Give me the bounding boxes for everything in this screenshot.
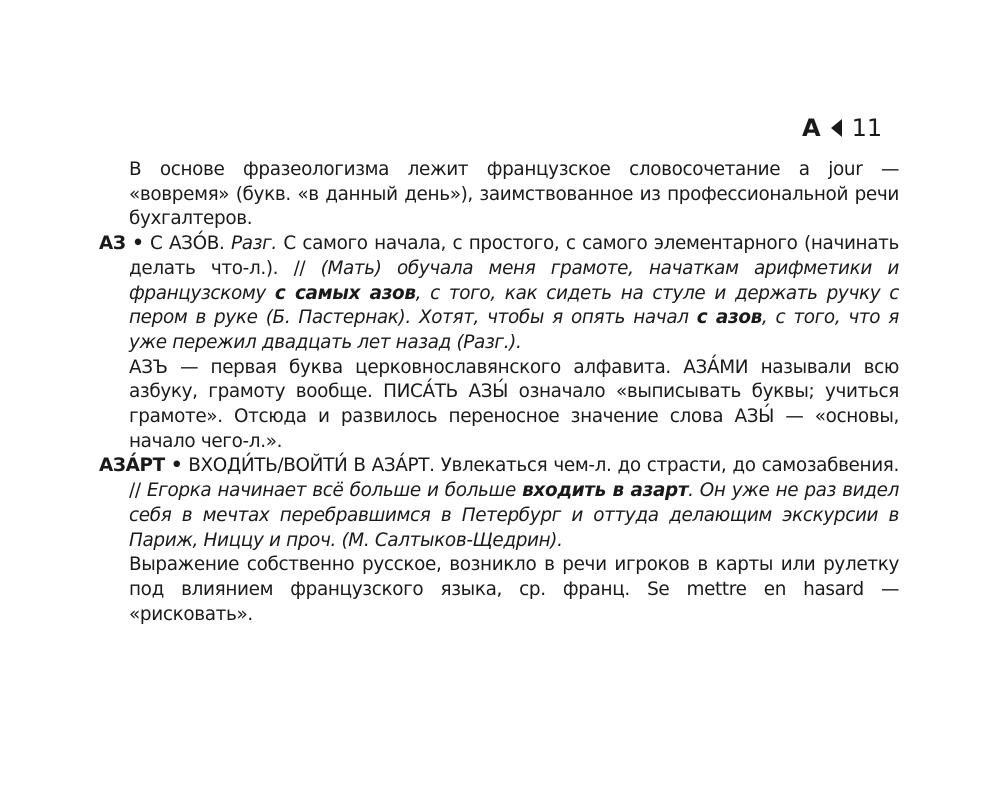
- entry-az: [99, 232, 899, 454]
- phrase-az: С АЗО́В.: [149, 233, 225, 255]
- example-az-bold-1: с самых азов: [274, 282, 416, 304]
- entry-azart: [99, 454, 899, 627]
- section-letter: А: [802, 114, 821, 142]
- definition-az: С самого начала, с простого, с самого элементарного (начинать делать что-л.). //: [129, 233, 900, 279]
- phrase-azart: ВХОДИ́ТЬ/ВОЙТИ́ В АЗА́РТ.: [188, 455, 435, 477]
- note-azart: Выражение собственно русское, возникло в речи игроков в карты или рулетку под влиянием французского языка, ср. франц. Se mettre en hasard — «рисковать».: [129, 554, 899, 625]
- example-az-2: , с того, как сидеть на стуле и держать ручку с пером в руке (Б. Пастернак). Хотят, чтобы я опять начал: [129, 282, 899, 329]
- page-number: 11: [851, 114, 883, 142]
- headword-azart: АЗА́РТ: [99, 455, 165, 477]
- example-az-bold-2: с азов: [696, 307, 762, 329]
- intro-text: В основе фразеологизма лежит французское словосочетание a jour — «вовремя» (букв. «в данный день»), заимствованное из профессиональной речи бухгалтеров.: [129, 159, 899, 230]
- triangle-left-icon: [831, 119, 842, 137]
- definition-azart: Увлекаться чем-л. до страсти, до самозабвения. //: [129, 455, 900, 502]
- page-body: [99, 158, 899, 627]
- note-az: АЗЪ — первая буква церковнославянского алфавита. АЗА́МИ называли всю азбуку, грамоту вообще. ПИСА́ТЬ АЗЫ́ означало «выписывать буквы; учиться грамоте». Отсюда и развилось переносное значение слова АЗЫ́ — «основы, начало чего-л.».: [129, 356, 899, 452]
- intro-paragraph: [99, 158, 899, 232]
- example-az-3: , с того, что я уже пережил двадцать лет назад (Разг.).: [129, 307, 899, 353]
- style-label: Разг.: [231, 233, 277, 255]
- headword-az: АЗ: [99, 233, 126, 255]
- example-az-1: (Мать) обучала меня грамоте, начаткам арифметики и французскому: [129, 257, 899, 304]
- example-azart-bold: входить в азарт: [522, 480, 689, 502]
- bullet: •: [132, 233, 144, 255]
- example-azart-1: Егорка начинает всё больше и больше: [146, 480, 516, 502]
- bullet: •: [170, 455, 183, 477]
- page-header: [802, 113, 887, 143]
- example-azart-2: . Он уже не раз видел себя в мечтах перебравшимся в Петербург и оттуда делающим экскурсии в Париж, Ниццу и проч. (М. Салтыков-Щедрин).: [129, 480, 899, 551]
